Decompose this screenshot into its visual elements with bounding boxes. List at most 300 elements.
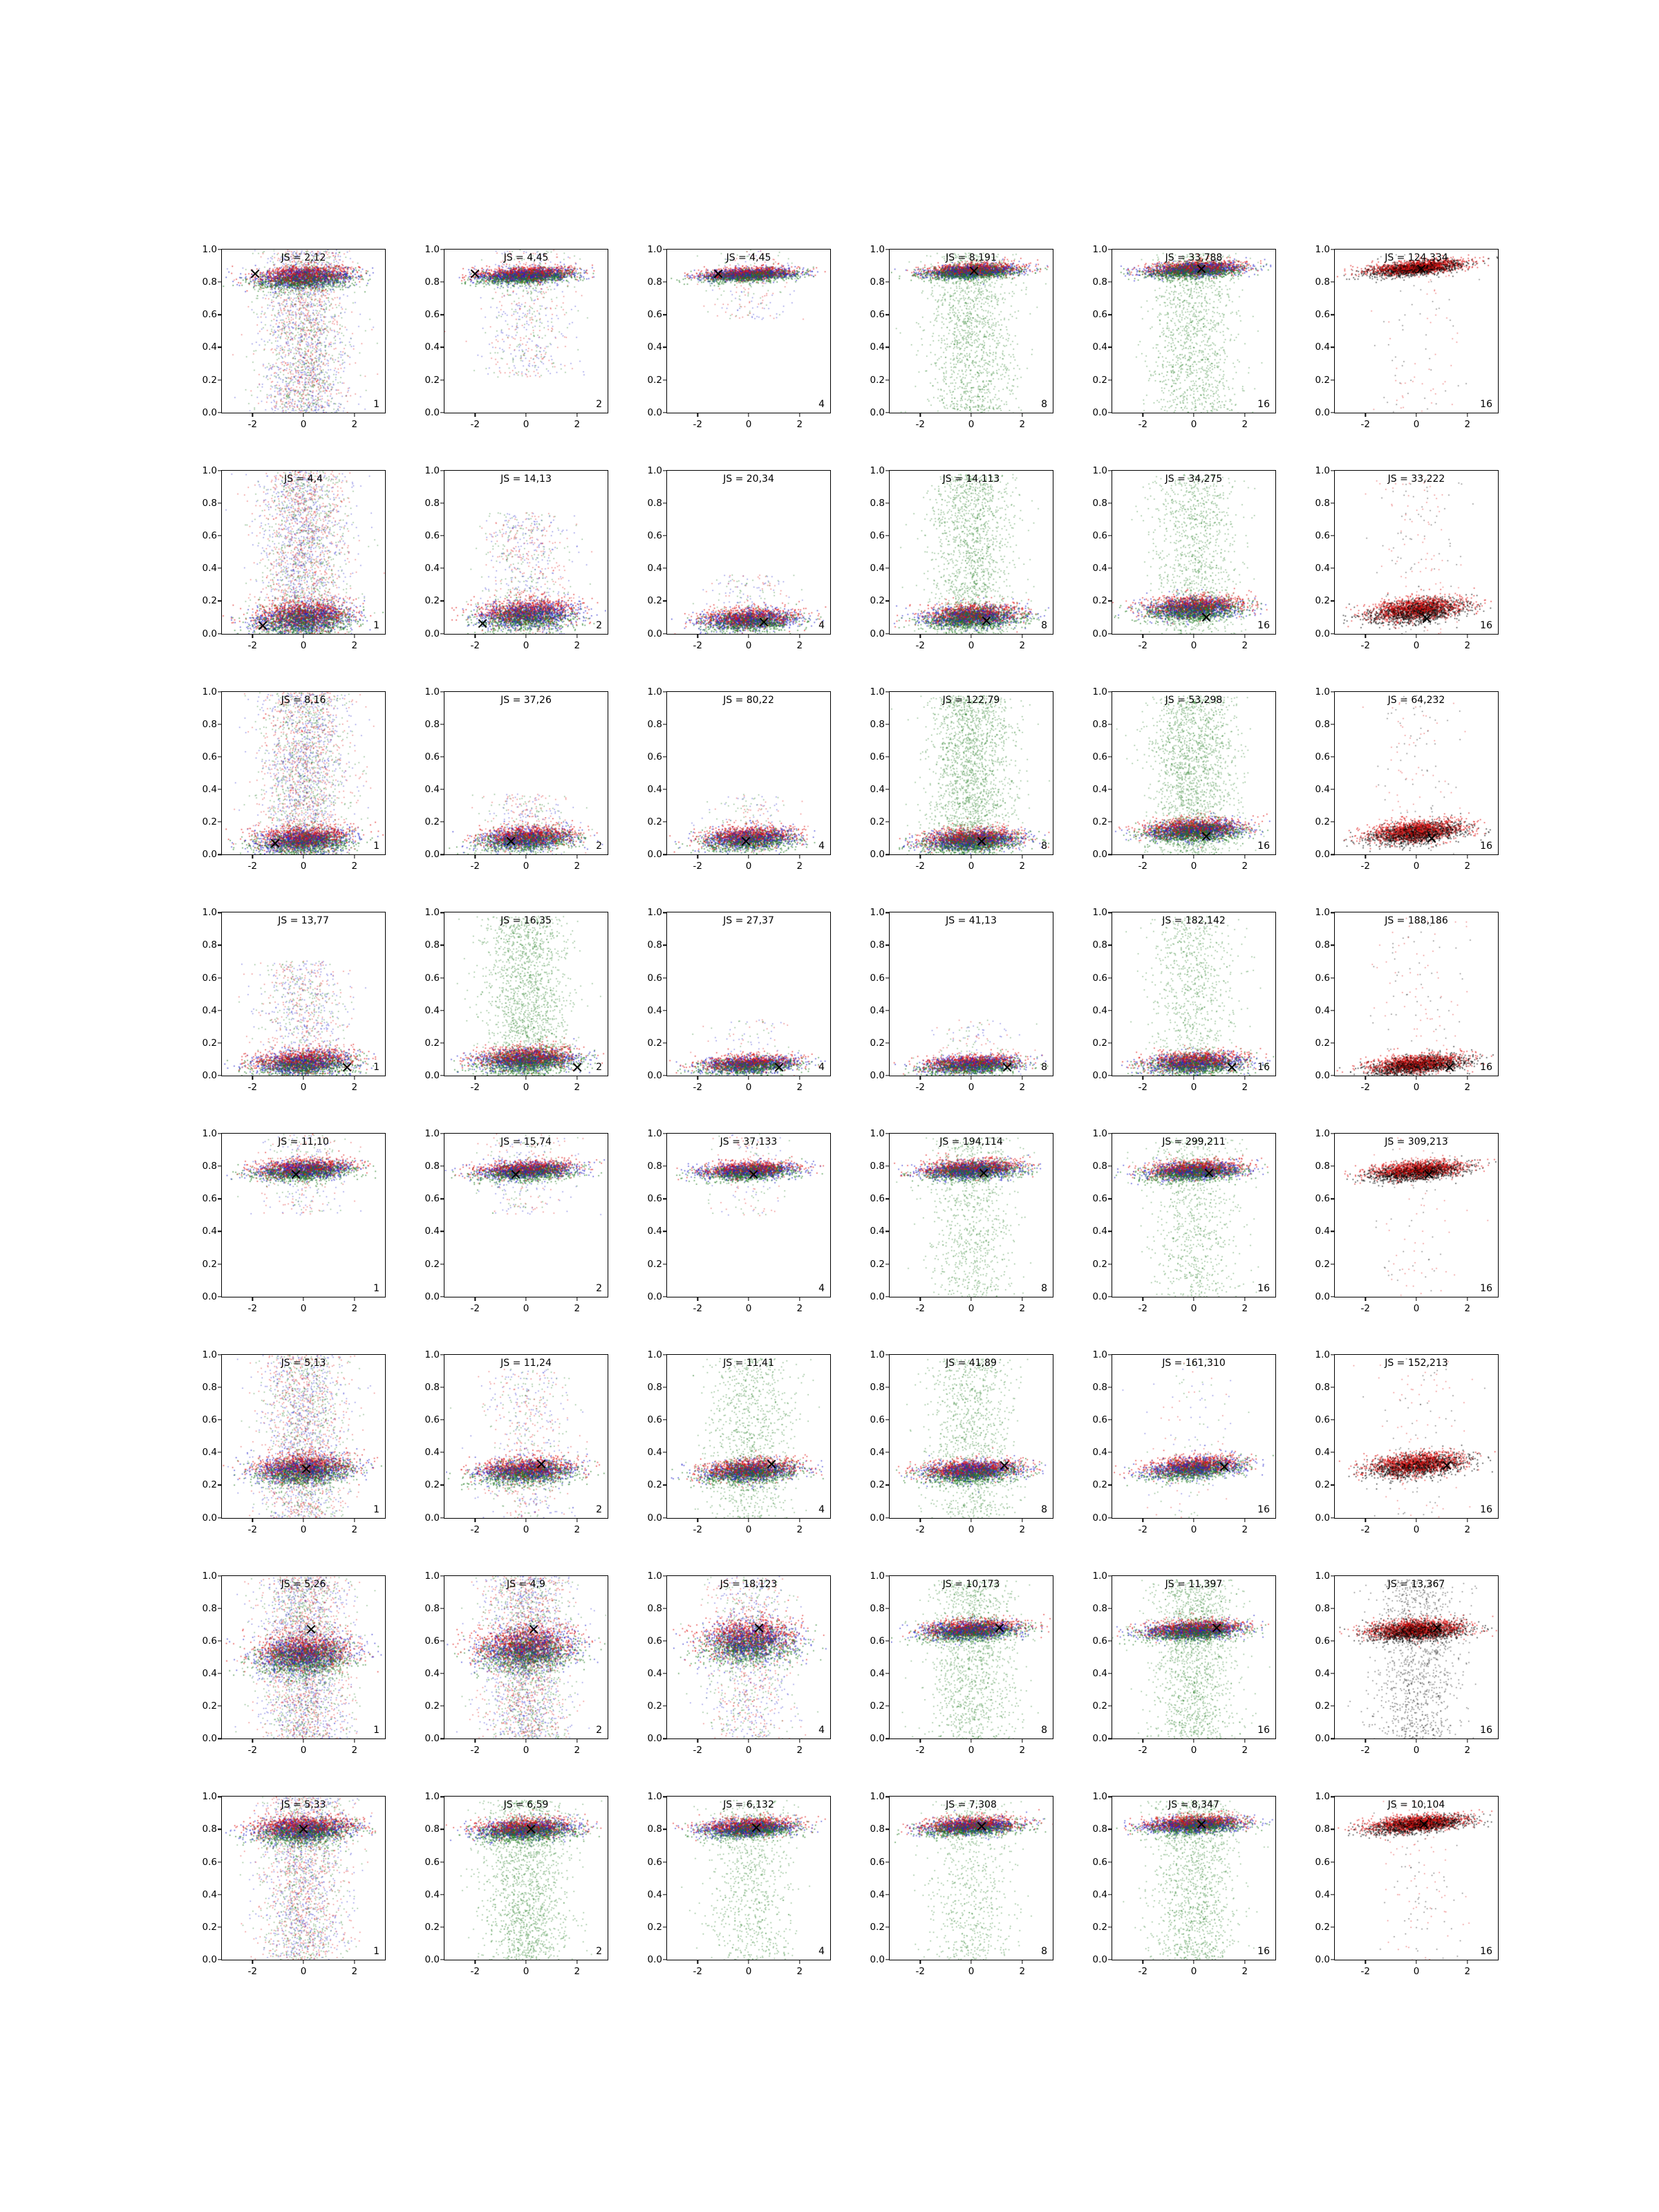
- y-tick-label: 1.0: [424, 907, 440, 919]
- scatter-points: [1112, 912, 1275, 1076]
- y-tick-label: 0.8: [647, 1824, 662, 1835]
- x-tick-mark: [475, 413, 476, 417]
- panel-title: JS = 41,89: [946, 1357, 997, 1369]
- panel-title: JS = 5,13: [281, 1357, 326, 1369]
- y-tick-label: 1.0: [647, 465, 662, 476]
- reference-marker-icon: [1444, 1062, 1455, 1073]
- x-tick-mark: [799, 854, 800, 859]
- scatter-points: [1335, 471, 1498, 634]
- x-tick-label: 0: [968, 1966, 975, 1977]
- panel-title: JS = 33,222: [1387, 473, 1445, 485]
- y-tick-label: 0.8: [647, 718, 662, 730]
- x-tick-label: 2: [796, 861, 803, 872]
- y-tick-label: 0.0: [647, 1070, 662, 1081]
- y-tick-label: 0.8: [1315, 1602, 1330, 1614]
- y-tick-label: 0.0: [202, 1733, 217, 1745]
- y-tick-label: 0.4: [647, 1226, 662, 1237]
- y-tick-label: 0.4: [1315, 341, 1330, 353]
- x-tick-label: 2: [574, 418, 581, 430]
- panel-title: JS = 80,22: [723, 694, 774, 706]
- x-tick-mark: [1244, 1297, 1245, 1301]
- scatter-points: [890, 1134, 1053, 1297]
- y-tick-label: 0.8: [1315, 718, 1330, 730]
- x-tick-label: 0: [523, 639, 529, 651]
- x-tick-label: 0: [1190, 639, 1197, 651]
- x-tick-label: 2: [574, 1966, 581, 1977]
- y-tick-label: 0.4: [202, 1667, 217, 1679]
- scatter-points: [444, 1355, 608, 1518]
- y-tick-label: 0.4: [424, 1667, 440, 1679]
- panel-title: JS = 6,59: [503, 1799, 549, 1811]
- x-tick-mark: [354, 1518, 355, 1522]
- y-tick-label: 0.2: [647, 374, 662, 386]
- panel-title: JS = 18,123: [720, 1578, 778, 1590]
- scatter-panel: [1298, 465, 1499, 665]
- x-tick-mark: [1467, 1076, 1468, 1080]
- x-tick-label: 0: [523, 1966, 529, 1977]
- reference-marker-icon: [713, 268, 724, 279]
- reference-marker-icon: [505, 836, 516, 847]
- x-tick-label: 2: [351, 1524, 358, 1535]
- y-tick-label: 0.6: [424, 1414, 440, 1426]
- y-tick-label: 0.8: [424, 718, 440, 730]
- panel-corner-label: 4: [818, 1725, 825, 1736]
- y-tick-label: 0.4: [424, 1226, 440, 1237]
- reference-marker-icon: [1211, 1622, 1222, 1633]
- y-tick-label: 0.2: [424, 1037, 440, 1049]
- y-tick-label: 0.6: [647, 1856, 662, 1868]
- x-tick-mark: [354, 1960, 355, 1964]
- reference-marker-icon: [525, 1824, 536, 1835]
- y-tick-label: 0.0: [870, 1512, 885, 1524]
- scatter-panel: [408, 244, 608, 444]
- y-tick-label: 0.0: [1092, 1733, 1107, 1745]
- y-tick-label: 0.6: [424, 972, 440, 984]
- panel-title: JS = 20,34: [723, 473, 774, 485]
- x-tick-mark: [1467, 854, 1468, 859]
- x-tick-label: 0: [523, 1524, 529, 1535]
- panel-title: JS = 152,213: [1385, 1357, 1448, 1369]
- y-tick-label: 1.0: [1315, 1791, 1330, 1803]
- reference-marker-icon: [290, 1169, 301, 1180]
- scatter-panel: [408, 907, 608, 1107]
- y-tick-label: 0.4: [647, 783, 662, 795]
- x-tick-label: -2: [247, 1302, 257, 1314]
- x-tick-label: -2: [247, 861, 257, 872]
- reference-marker-icon: [510, 1169, 521, 1180]
- y-tick-label: 0.6: [1315, 1414, 1330, 1426]
- y-tick-label: 0.8: [202, 1381, 217, 1393]
- y-tick-label: 0.8: [1092, 1161, 1107, 1172]
- y-tick-label: 0.2: [870, 1921, 885, 1933]
- x-tick-label: 0: [1190, 1082, 1197, 1093]
- reference-marker-icon: [981, 615, 992, 626]
- y-tick-label: 0.4: [870, 1004, 885, 1016]
- y-tick-label: 0.8: [202, 1824, 217, 1835]
- panel-corner-label: 1: [373, 1282, 379, 1294]
- x-tick-label: -2: [1138, 1745, 1147, 1756]
- reference-marker-icon: [748, 1169, 759, 1180]
- y-tick-label: 0.0: [424, 1070, 440, 1081]
- y-tick-label: 0.6: [1092, 972, 1107, 984]
- y-tick-label: 0.8: [870, 1602, 885, 1614]
- x-tick-label: -2: [1138, 861, 1147, 872]
- x-tick-mark: [697, 1297, 698, 1301]
- y-tick-label: 1.0: [870, 244, 885, 255]
- y-tick-label: 0.4: [424, 341, 440, 353]
- panel-title: JS = 4,9: [507, 1578, 545, 1590]
- y-tick-label: 0.2: [647, 1479, 662, 1491]
- panel-axes: [647, 465, 831, 651]
- panel-corner-label: 2: [596, 1062, 602, 1073]
- reference-marker-icon: [1418, 1819, 1430, 1830]
- x-tick-label: 0: [968, 1302, 975, 1314]
- y-tick-label: 0.4: [1315, 1667, 1330, 1679]
- scatter-panel: [853, 1128, 1053, 1328]
- x-tick-label: 2: [796, 418, 803, 430]
- panel-axes: [424, 244, 608, 430]
- x-tick-label: -2: [1138, 1524, 1147, 1535]
- y-tick-label: 1.0: [1315, 1349, 1330, 1360]
- y-tick-label: 0.6: [202, 530, 217, 542]
- panel-corner-label: 2: [596, 398, 602, 410]
- panel-axes: [1315, 907, 1499, 1093]
- y-tick-label: 0.2: [870, 1700, 885, 1712]
- panel-title: JS = 309,213: [1385, 1136, 1448, 1147]
- y-tick-label: 0.4: [870, 1888, 885, 1900]
- x-tick-label: 0: [300, 639, 307, 651]
- panel-corner-label: 4: [818, 1946, 825, 1957]
- y-tick-label: 1.0: [202, 244, 217, 255]
- y-tick-label: 1.0: [202, 907, 217, 919]
- scatter-points: [667, 692, 830, 855]
- reference-marker-icon: [528, 1624, 539, 1635]
- y-tick-label: 0.2: [1315, 1258, 1330, 1270]
- panel-title: JS = 299,211: [1162, 1136, 1226, 1147]
- panel-corner-label: 8: [1041, 1946, 1047, 1957]
- y-tick-label: 0.4: [870, 563, 885, 574]
- panel-axes: [870, 1128, 1053, 1314]
- y-tick-label: 1.0: [424, 465, 440, 476]
- y-tick-label: 0.2: [870, 374, 885, 386]
- x-tick-label: 0: [745, 861, 752, 872]
- x-tick-label: -2: [247, 1966, 257, 1977]
- y-tick-label: 0.2: [1315, 1700, 1330, 1712]
- x-tick-mark: [1467, 1297, 1468, 1301]
- y-tick-label: 0.2: [1092, 595, 1107, 607]
- x-tick-mark: [920, 1960, 921, 1964]
- scatter-points: [222, 692, 385, 855]
- x-tick-mark: [1365, 634, 1366, 638]
- y-tick-label: 0.6: [1315, 1635, 1330, 1647]
- y-tick-label: 0.4: [647, 1004, 662, 1016]
- y-tick-label: 1.0: [870, 907, 885, 919]
- y-tick-label: 0.4: [1092, 783, 1107, 795]
- panel-title: JS = 8,191: [946, 252, 997, 263]
- panel-corner-label: 1: [373, 619, 379, 631]
- y-tick-label: 1.0: [1092, 686, 1107, 697]
- x-tick-label: 2: [1464, 1524, 1471, 1535]
- panel-corner-label: 8: [1041, 1282, 1047, 1294]
- panel-title: JS = 161,310: [1162, 1357, 1226, 1369]
- scatter-panel: [408, 1791, 608, 1991]
- x-tick-mark: [1193, 634, 1194, 638]
- x-tick-label: 0: [745, 1966, 752, 1977]
- panel-axes: [1315, 1128, 1499, 1314]
- x-tick-label: 0: [1413, 1302, 1420, 1314]
- y-tick-label: 0.4: [1315, 1004, 1330, 1016]
- panel-title: JS = 4,4: [284, 473, 323, 485]
- y-tick-label: 0.6: [202, 972, 217, 984]
- reference-marker-icon: [1002, 1062, 1013, 1073]
- scatter-points: [222, 912, 385, 1076]
- panel-title: JS = 11,41: [723, 1357, 774, 1369]
- panel-corner-label: 16: [1480, 841, 1492, 852]
- y-tick-label: 0.8: [870, 939, 885, 951]
- y-tick-label: 0.0: [647, 1512, 662, 1524]
- x-tick-label: -2: [693, 1524, 702, 1535]
- y-tick-label: 0.4: [424, 563, 440, 574]
- scatter-points: [1112, 692, 1275, 855]
- scatter-panel: [408, 1128, 608, 1328]
- reference-marker-icon: [751, 1822, 762, 1833]
- x-tick-label: -2: [693, 1966, 702, 1977]
- y-tick-label: 0.8: [1315, 276, 1330, 288]
- x-tick-mark: [525, 1518, 526, 1522]
- y-tick-label: 0.8: [1315, 1381, 1330, 1393]
- y-tick-label: 1.0: [1092, 1570, 1107, 1582]
- panel-title: JS = 16,35: [500, 915, 552, 927]
- x-tick-label: 0: [1413, 1524, 1420, 1535]
- y-tick-label: 1.0: [424, 686, 440, 697]
- x-tick-label: -2: [915, 1082, 925, 1093]
- y-tick-label: 0.0: [1315, 1733, 1330, 1745]
- x-tick-label: -2: [693, 1082, 702, 1093]
- panel-title: JS = 15,74: [500, 1136, 552, 1147]
- y-tick-label: 0.6: [870, 751, 885, 762]
- scatter-points: [890, 1576, 1053, 1739]
- x-tick-label: -2: [247, 639, 257, 651]
- y-tick-label: 0.8: [1092, 1602, 1107, 1614]
- x-tick-mark: [1365, 1518, 1366, 1522]
- panel-corner-label: 16: [1257, 1946, 1270, 1957]
- y-tick-label: 0.6: [1315, 309, 1330, 321]
- y-tick-label: 0.2: [424, 1258, 440, 1270]
- scatter-panel: [185, 907, 386, 1107]
- x-tick-mark: [1244, 1738, 1245, 1743]
- x-tick-label: 2: [1241, 418, 1248, 430]
- y-tick-label: 0.2: [1092, 374, 1107, 386]
- panel-corner-label: 16: [1257, 619, 1270, 631]
- panel-axes: [1092, 1128, 1276, 1314]
- x-tick-mark: [1193, 1076, 1194, 1080]
- y-tick-label: 1.0: [647, 907, 662, 919]
- y-tick-label: 0.6: [647, 530, 662, 542]
- y-tick-label: 0.8: [647, 276, 662, 288]
- y-tick-label: 0.0: [1092, 849, 1107, 861]
- scatter-panel: [408, 1570, 608, 1770]
- scatter-panel: [185, 1791, 386, 1991]
- y-tick-label: 0.2: [647, 1037, 662, 1049]
- x-tick-mark: [799, 634, 800, 638]
- panel-title: JS = 13,367: [1387, 1578, 1445, 1590]
- x-tick-label: -2: [470, 1302, 480, 1314]
- y-tick-label: 0.2: [424, 1700, 440, 1712]
- panel-title: JS = 64,232: [1387, 694, 1445, 706]
- y-tick-label: 0.8: [870, 1824, 885, 1835]
- x-tick-label: -2: [915, 639, 925, 651]
- x-tick-label: 2: [574, 1082, 581, 1093]
- panel-axes: [647, 1128, 831, 1314]
- x-tick-label: -2: [470, 639, 480, 651]
- x-tick-label: -2: [470, 1524, 480, 1535]
- x-tick-label: 0: [1413, 418, 1420, 430]
- x-tick-label: -2: [1360, 418, 1370, 430]
- panel-title: JS = 11,24: [500, 1357, 552, 1369]
- x-tick-label: 0: [968, 418, 975, 430]
- panel-axes: [1315, 1570, 1499, 1756]
- reference-marker-icon: [477, 618, 488, 629]
- x-tick-label: -2: [1360, 1524, 1370, 1535]
- x-tick-mark: [1467, 413, 1468, 417]
- scatter-points: [444, 692, 608, 855]
- panel-axes: [1315, 465, 1499, 651]
- panel-title: JS = 11,10: [278, 1136, 329, 1147]
- reference-marker-icon: [301, 1463, 312, 1474]
- x-tick-label: 0: [968, 1082, 975, 1093]
- panel-axes: [1092, 244, 1276, 430]
- y-tick-label: 0.2: [1092, 1921, 1107, 1933]
- y-tick-label: 0.8: [1092, 497, 1107, 509]
- scatter-panel: [185, 686, 386, 886]
- scatter-panel: [185, 244, 386, 444]
- y-tick-label: 0.8: [1092, 718, 1107, 730]
- x-tick-mark: [354, 413, 355, 417]
- reference-marker-icon: [994, 1622, 1005, 1633]
- panel-corner-label: 2: [596, 1725, 602, 1736]
- y-tick-label: 0.4: [1315, 1888, 1330, 1900]
- panel-axes: [202, 465, 386, 651]
- x-tick-mark: [1193, 1297, 1194, 1301]
- x-tick-label: -2: [693, 1302, 702, 1314]
- y-tick-label: 0.8: [1315, 1161, 1330, 1172]
- y-tick-label: 1.0: [1092, 1349, 1107, 1360]
- x-tick-label: 2: [1241, 1966, 1248, 1977]
- y-tick-label: 0.0: [1315, 1070, 1330, 1081]
- y-tick-label: 0.0: [424, 1512, 440, 1524]
- reference-marker-icon: [968, 265, 980, 276]
- x-tick-label: 0: [1190, 418, 1197, 430]
- reference-marker-icon: [536, 1459, 547, 1470]
- scatter-panel: [853, 1570, 1053, 1770]
- scatter-panel: [1076, 686, 1276, 886]
- x-tick-label: 0: [1190, 861, 1197, 872]
- y-tick-label: 0.6: [1092, 751, 1107, 762]
- x-tick-label: 2: [1019, 1524, 1026, 1535]
- panel-title: JS = 14,113: [942, 473, 1000, 485]
- x-tick-label: 0: [1413, 1082, 1420, 1093]
- x-tick-label: 2: [1019, 861, 1026, 872]
- y-tick-label: 0.0: [202, 406, 217, 418]
- y-tick-label: 0.6: [870, 972, 885, 984]
- y-tick-label: 0.8: [202, 276, 217, 288]
- x-tick-mark: [525, 1960, 526, 1964]
- x-tick-label: 2: [1464, 1745, 1471, 1756]
- x-tick-label: 2: [351, 1082, 358, 1093]
- y-tick-label: 0.2: [870, 1479, 885, 1491]
- panel-axes: [424, 1570, 608, 1756]
- panel-corner-label: 8: [1041, 841, 1047, 852]
- x-tick-label: 0: [300, 1745, 307, 1756]
- x-tick-label: 2: [574, 1524, 581, 1535]
- x-tick-label: -2: [915, 861, 925, 872]
- x-tick-mark: [1244, 1518, 1245, 1522]
- y-tick-label: 0.2: [647, 1921, 662, 1933]
- reference-marker-icon: [1416, 263, 1427, 274]
- scatter-points: [444, 1134, 608, 1297]
- scatter-points: [667, 471, 830, 634]
- y-tick-label: 0.6: [424, 309, 440, 321]
- y-tick-label: 0.4: [1315, 783, 1330, 795]
- y-tick-label: 0.0: [424, 628, 440, 639]
- y-tick-label: 0.4: [202, 1226, 217, 1237]
- x-tick-mark: [697, 1518, 698, 1522]
- reference-marker-icon: [469, 268, 480, 279]
- panel-corner-label: 16: [1257, 398, 1270, 410]
- reference-marker-icon: [270, 838, 281, 849]
- y-tick-label: 0.2: [424, 1921, 440, 1933]
- panel-title: JS = 5,26: [281, 1578, 326, 1590]
- y-tick-label: 1.0: [424, 244, 440, 255]
- y-tick-label: 0.0: [424, 1954, 440, 1965]
- scatter-panel: [630, 907, 831, 1107]
- panel-axes: [202, 907, 386, 1093]
- panel-corner-label: 8: [1041, 1062, 1047, 1073]
- panel-axes: [647, 1570, 831, 1756]
- y-tick-label: 0.4: [870, 783, 885, 795]
- y-tick-label: 0.8: [424, 497, 440, 509]
- panel-title: JS = 124,334: [1385, 252, 1448, 263]
- x-tick-mark: [748, 413, 749, 417]
- x-tick-label: 2: [351, 639, 358, 651]
- y-tick-label: 0.6: [202, 1635, 217, 1647]
- scatter-points: [667, 1576, 830, 1739]
- x-tick-mark: [354, 854, 355, 859]
- panel-corner-label: 1: [373, 1725, 379, 1736]
- y-tick-label: 1.0: [1315, 1570, 1330, 1582]
- panel-axes: [1315, 1791, 1499, 1977]
- x-tick-mark: [1365, 1738, 1366, 1743]
- x-tick-label: 2: [1464, 861, 1471, 872]
- y-tick-label: 0.2: [870, 1037, 885, 1049]
- reference-marker-icon: [1432, 1622, 1443, 1633]
- x-tick-mark: [799, 1518, 800, 1522]
- y-tick-label: 0.4: [1092, 1447, 1107, 1459]
- x-tick-label: -2: [915, 1745, 925, 1756]
- panel-corner-label: 2: [596, 1946, 602, 1957]
- x-tick-label: 0: [968, 861, 975, 872]
- x-tick-label: -2: [1360, 639, 1370, 651]
- x-tick-label: 2: [796, 1745, 803, 1756]
- scatter-points: [222, 1134, 385, 1297]
- panel-axes: [870, 907, 1053, 1093]
- x-tick-mark: [748, 1518, 749, 1522]
- x-tick-label: 2: [574, 861, 581, 872]
- y-tick-label: 0.4: [647, 1888, 662, 1900]
- panel-axes: [202, 686, 386, 872]
- x-tick-mark: [525, 634, 526, 638]
- y-tick-label: 1.0: [1315, 465, 1330, 476]
